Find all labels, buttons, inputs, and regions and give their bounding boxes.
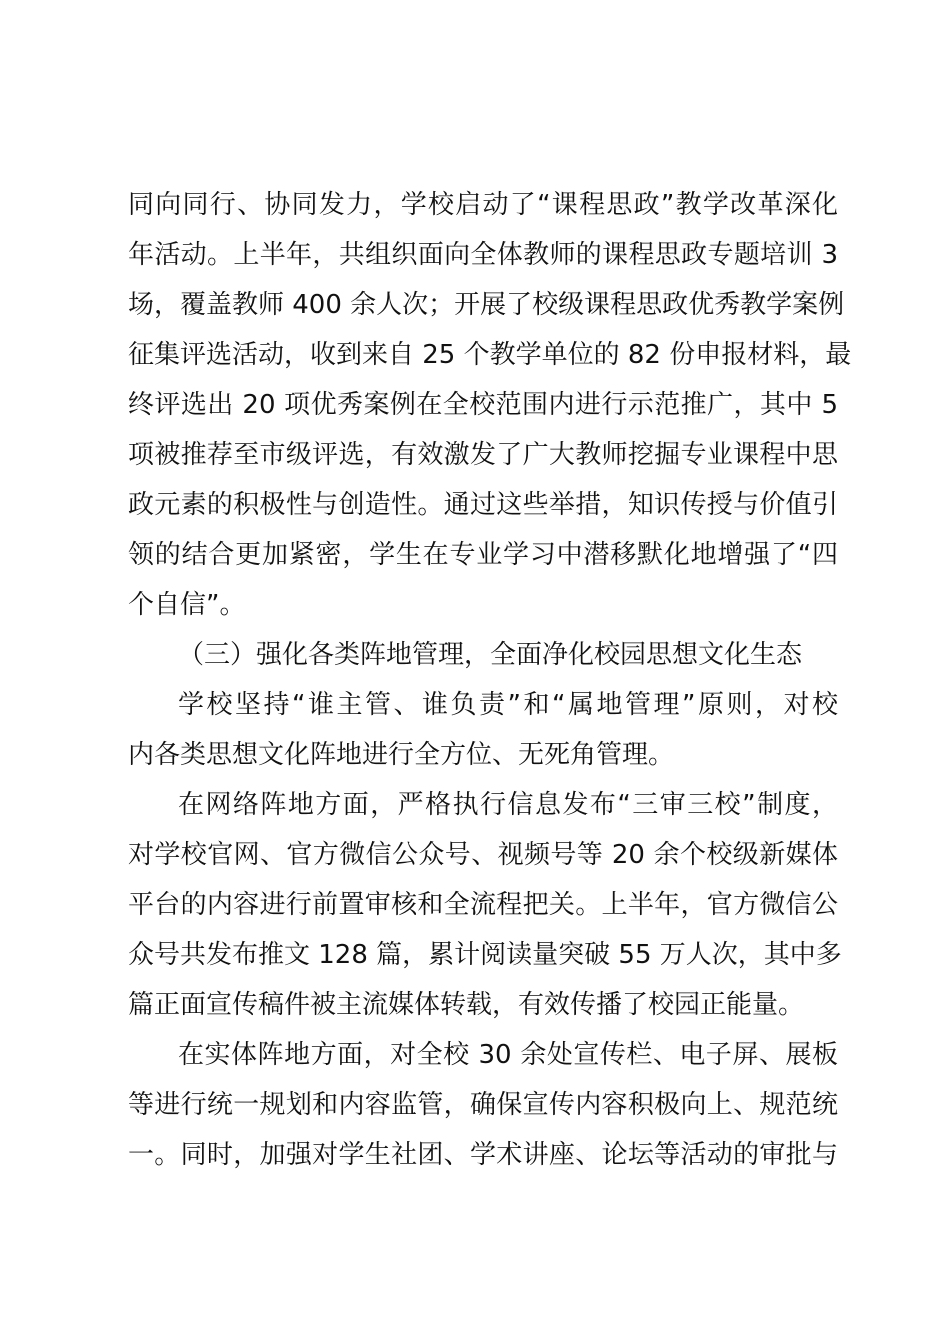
- text-line: 征集评选活动，收到来自 25 个教学单位的 82 份申报材料，最: [128, 340, 852, 370]
- text-line: 场，覆盖教师 400 余人次；开展了校级课程思政优秀教学案例: [128, 290, 845, 320]
- section-heading: （三）强化各类阵地管理，全面净化校园思想文化生态: [178, 640, 803, 670]
- text-line: 终评选出 20 项优秀案例在全校范围内进行示范推广，其中 5: [128, 390, 838, 420]
- text-line: 同向同行、协同发力，学校启动了“课程思政”教学改革深化: [128, 190, 838, 220]
- text-line: 内各类思想文化阵地进行全方位、无死角管理。: [128, 740, 675, 770]
- text-line: 政元素的积极性与创造性。通过这些举措，知识传授与价值引: [128, 490, 838, 520]
- text-line: 对学校官网、官方微信公众号、视频号等 20 余个校级新媒体: [128, 840, 838, 870]
- text-line: 个自信”。: [128, 590, 246, 620]
- text-line: 年活动。上半年，共组织面向全体教师的课程思政专题培训 3: [128, 240, 838, 270]
- text-line: 篇正面宣传稿件被主流媒体转载，有效传播了校园正能量。: [128, 990, 805, 1020]
- text-line: 众号共发布推文 128 篇，累计阅读量突破 55 万人次，其中多: [128, 940, 842, 970]
- paragraph-first-line: 学校坚持“谁主管、谁负责”和“属地管理”原则，对校: [178, 690, 838, 720]
- text-line: 项被推荐至市级评选，有效激发了广大教师挖掘专业课程中思: [128, 440, 838, 470]
- text-line: 领的结合更加紧密，学生在专业学习中潜移默化地增强了“四: [128, 540, 838, 570]
- text-line: 等进行统一规划和内容监管，确保宣传内容积极向上、规范统: [128, 1090, 838, 1120]
- text-line: 一。同时，加强对学生社团、学术讲座、论坛等活动的审批与: [128, 1140, 838, 1170]
- paragraph-first-line: 在实体阵地方面，对全校 30 余处宣传栏、电子屏、展板: [178, 1040, 838, 1070]
- text-line: 平台的内容进行前置审核和全流程把关。上半年，官方微信公: [128, 890, 838, 920]
- paragraph-first-line: 在网络阵地方面，严格执行信息发布“三审三校”制度，: [178, 790, 838, 820]
